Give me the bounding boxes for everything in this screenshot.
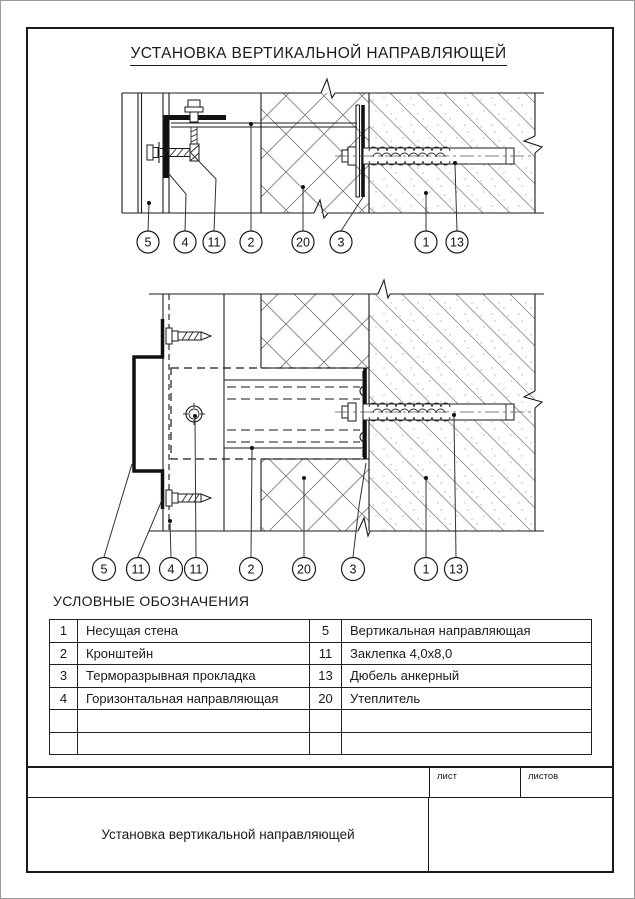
- legend-item-number: 5: [310, 620, 342, 643]
- legend-row: [50, 642, 592, 665]
- callout-1: [415, 558, 438, 581]
- callout-label: 4: [167, 562, 175, 577]
- title-block-bottom-row: [28, 797, 612, 871]
- legend-item-number: 20: [310, 687, 342, 710]
- legend-item-desc: [78, 732, 310, 755]
- callout-label: 2: [247, 235, 255, 250]
- insulation-hatch: [261, 459, 369, 531]
- callout-label: 1: [422, 562, 430, 577]
- section-bottom-drawing: [93, 280, 545, 581]
- callout-label: 3: [349, 562, 357, 577]
- legend-item-desc: [78, 710, 310, 733]
- callout-label: 20: [296, 235, 310, 250]
- legend-item-number: 3: [50, 665, 78, 688]
- legend-item-number: [50, 732, 78, 755]
- page-title-text: УСТАНОВКА ВЕРТИКАЛЬНОЙ НАПРАВЛЯЮЩЕЙ: [130, 45, 506, 66]
- callout-label: 5: [144, 235, 152, 250]
- legend-item-desc: Утеплитель: [342, 687, 592, 710]
- legend-item-desc: [342, 710, 592, 733]
- legend-item-number: 1: [50, 620, 78, 643]
- callout-label: 5: [100, 562, 108, 577]
- callout-4: [174, 231, 196, 253]
- legend-row: [50, 687, 592, 710]
- title-block: [26, 766, 614, 873]
- callout-5: [137, 231, 159, 253]
- section-top-drawing: [122, 79, 544, 253]
- callout-3: [330, 231, 352, 253]
- legend-item-desc: Кронштейн: [78, 642, 310, 665]
- callout-label: 3: [337, 235, 345, 250]
- technical-drawing-canvas: [1, 1, 635, 899]
- sheet-cell: [429, 768, 520, 797]
- legend-item-number: 13: [310, 665, 342, 688]
- legend-table: [49, 619, 592, 755]
- legend-heading: УСЛОВНЫЕ ОБОЗНАЧЕНИЯ: [53, 593, 250, 609]
- legend-item-number: 2: [50, 642, 78, 665]
- callout-11b: [185, 558, 208, 581]
- insulation-hatch: [261, 294, 369, 368]
- drawing-title: Установка вертикальной направляющей: [101, 826, 355, 842]
- legend-item-desc: Заклепка 4,0х8,0: [342, 642, 592, 665]
- legend-item-number: [50, 710, 78, 733]
- legend-item-desc: [342, 732, 592, 755]
- title-block-top-row: [28, 768, 612, 798]
- callout-5: [93, 558, 116, 581]
- legend-item-desc: Дюбель анкерный: [342, 665, 592, 688]
- callout-13: [446, 231, 468, 253]
- callout-label: 11: [207, 235, 221, 250]
- callout-2: [240, 558, 263, 581]
- callout-11: [203, 231, 225, 253]
- rivet-plan-icon: [183, 403, 205, 425]
- callout-label: 1: [422, 235, 430, 250]
- callout-label: 11: [131, 562, 145, 577]
- legend-row: [50, 620, 592, 643]
- sheets-label: листов: [528, 771, 559, 782]
- callout-label: 13: [449, 562, 463, 577]
- callout-label: 13: [450, 235, 464, 250]
- legend-row-empty: [50, 732, 592, 755]
- rivet-icon: [147, 142, 199, 163]
- legend-item-number: 11: [310, 642, 342, 665]
- sheet-label: лист: [437, 771, 457, 782]
- callout-label: 20: [297, 562, 311, 577]
- vertical-guide-profile: [134, 319, 163, 509]
- callout-2: [240, 231, 262, 253]
- callout-4: [160, 558, 183, 581]
- legend-item-number: [310, 710, 342, 733]
- callout-11: [127, 558, 150, 581]
- legend-item-number: [310, 732, 342, 755]
- legend-item-desc: Горизонтальная направляющая: [78, 687, 310, 710]
- legend-item-desc: Вертикальная направляющая: [342, 620, 592, 643]
- callout-label: 2: [247, 562, 255, 577]
- callout-1: [415, 231, 437, 253]
- legend-item-desc: Несущая стена: [78, 620, 310, 643]
- sheets-cell: [520, 768, 612, 797]
- callout-3: [342, 558, 365, 581]
- legend-row: [50, 665, 592, 688]
- callout-label: 11: [189, 562, 203, 577]
- legend-item-desc: Терморазрывная прокладка: [78, 665, 310, 688]
- drawing-title-cell: [28, 797, 429, 871]
- callout-label: 4: [181, 235, 189, 250]
- legend-row-empty: [50, 710, 592, 733]
- callout-20: [292, 231, 314, 253]
- legend-item-number: 4: [50, 687, 78, 710]
- callout-13: [445, 558, 468, 581]
- callout-20: [293, 558, 316, 581]
